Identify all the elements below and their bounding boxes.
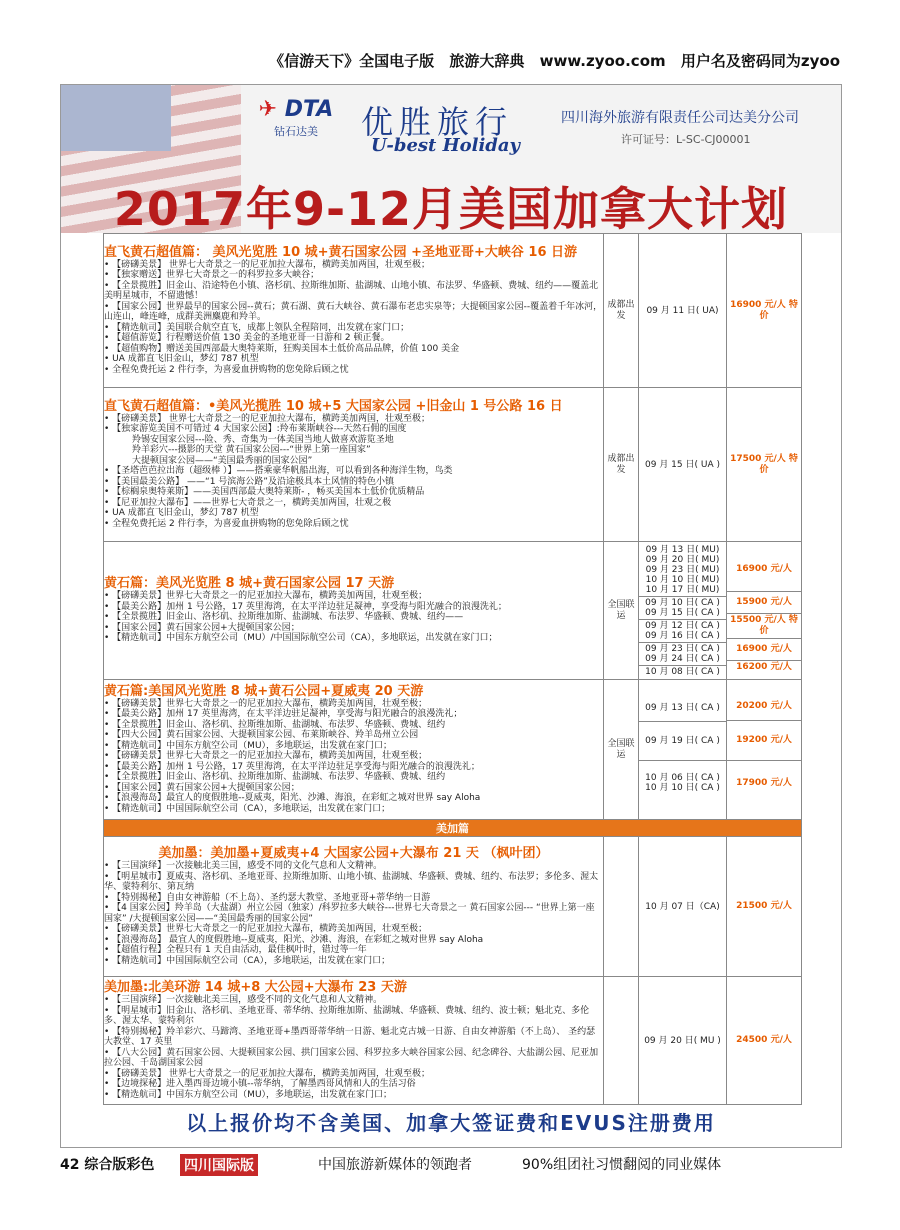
route-title: 直飞黄石超值篇：•美风光揽胜 10 城+5 大国家公园 +旧金山 1 号公路 16 日 (104, 398, 563, 414)
route-desc (104, 388, 604, 542)
list-item: • 【磅礴美景】 世界七大奇景之一的尼亚加拉大瀑布，横跨美加两国，壮观至极； (104, 259, 431, 270)
brand-en-name: U-best Holiday (371, 135, 521, 156)
page-title: 2017年9-12月美国加拿大计划 (113, 182, 789, 236)
route-title: 美加墨:北美环游 14 城+8 大公园+大瀑布 23 天游 (104, 980, 407, 995)
brand-cn-name: 优胜旅行 (361, 103, 514, 141)
list-item: • 【精选航司】中国国际航空公司（CA），多地联运，出发就在家门口； (104, 955, 391, 966)
list-item: • 【全景揽胜】旧金山、洛杉矶、拉斯维加斯、盐湖城、布法罗、华盛顿、费城、纽约—— (104, 612, 464, 623)
publication-name: 《信游天下》全国电子版 (269, 52, 435, 70)
list-item: • 【尼亚加拉大瀑布】——世界七大奇景之一，横跨美加两国，壮观之极 (104, 497, 392, 508)
list-item: • 【精选航司】美国联合航空直飞，成都上领队全程陪同，出发就在家门口； (104, 322, 410, 333)
page-footer (60, 1154, 840, 1178)
departure: 成都出发 (604, 388, 639, 542)
departure: 全国联运 (604, 680, 639, 820)
list-item: • 【八大公园】黄石国家公园、大提顿国家公园、拱门国家公园、科罗拉多大峡谷国家公园、纪念碑谷、大盐湖公园、尼亚加拉公园、千岛湖国家公园 (104, 1047, 599, 1068)
list-item: • 【磅礴美景】世界七大奇景之一的尼亚加拉大瀑布，横跨美加两国，壮观至极； (104, 751, 428, 762)
price: 24500 元/人 (727, 977, 802, 1105)
route-desc (104, 680, 604, 820)
list-item: • 【全景揽胜】旧金山、沿途特色小镇、洛杉矶、拉斯维加斯、盐湖城、山地小镇、布法罗、华盛顿、费城、纽约——覆盖北美明星城市，不留遗憾！ (104, 280, 599, 302)
departure (604, 837, 639, 977)
list-item: • 【精选航司】中国国际航空公司（CA），多地联运，出发就在家门口； (104, 803, 391, 814)
route-desc (104, 977, 604, 1105)
list-item: • 【明星城市】夏威夷、洛杉矶、圣地亚哥、拉斯维加斯、山地小镇、盐湖城、华盛顿、费城、纽约、布法罗；多伦多、渥太华、蒙特利尔、第瓦纳 (104, 871, 599, 892)
list-item: • 【棕榈泉奥特莱斯】——美国西部最大奥特莱斯- ，畅买美国本土低价优质精品 (104, 487, 425, 498)
brand-banner (61, 85, 841, 236)
list-item: • 【特别揭秘】自由女神游船（不上岛）、圣约瑟大教堂、圣地亚哥+蒂华纳一日游 (104, 892, 431, 903)
price: 17500 元/人 特价 (727, 388, 802, 542)
list-item: • 【磅礴美景】世界七大奇景之一的尼亚加拉大瀑布，横跨美加两国，壮观至极； (104, 591, 428, 602)
list-item: • 【独家赠送】世界七大奇景之一的科罗拉多大峡谷； (104, 270, 320, 281)
list-item: 大提顿国家公园——“美国最秀丽的国家公园” (132, 455, 313, 466)
departure-date: 09 月 20 日( MU ) (639, 977, 727, 1105)
list-item: • 【超值行程】全程只有 1 天自由活动，最佳枫叶时，错过等一年 (104, 945, 367, 955)
list-item: • 【精选航司】中国东方航空公司（MU），多地联运，出发就在家门口； (104, 740, 393, 751)
list-item: • 【三国演绎】一次接触北美三国，感受不同的文化气息和人文精神。 (104, 995, 383, 1005)
list-item: • 【最美公路】加州 17 英里海湾，在太平洋边驻足凝神，享受海与阳光融合的浪漫洗礼； (104, 709, 463, 720)
list-item: • 【磅礴美景】世界七大奇景之一的尼亚加拉大瀑布，横跨美加两国，壮观至极； (104, 924, 428, 934)
departure-dates: 09 月 13 日( CA ) 09 月 19 日( CA ) 10 月 06 日( CA ) 10 月 10 日( CA ) (639, 680, 727, 820)
prices: 16900 元/人 15900 元/人 15500 元/人 特价 16900 元/人 16200 元/人 (727, 542, 802, 680)
list-item: • 【磅礴美景】 世界七大奇景之一的尼亚加拉大瀑布，横跨美加两国，壮观至极； (104, 1068, 431, 1079)
list-item: • 【圣塔芭芭拉出海（超级棒 ）】——搭乘豪华帆船出海，可以看到各种海洋生物，鸟类 (104, 466, 453, 477)
list-item: • 【精选航司】中国东方航空公司（MU）/中国国际航空公司（CA），多地联运，出发就在家门口； (104, 633, 498, 644)
route-desc (104, 837, 604, 977)
table-row (104, 234, 802, 388)
list-item: • 【超值游览】行程赠送价值 130 美金的圣地亚哥一日游和 2 顿正餐。 (104, 333, 390, 344)
slogan-1: 中国旅游新媒体的领跑者 (318, 1157, 472, 1173)
edition-tag: 四川国际版 (180, 1154, 258, 1176)
list-item: • UA 成都直飞旧金山，梦幻 787 机型 (104, 508, 259, 519)
route-title: 黄石篇:美国风光览胜 8 城+黄石公园+夏威夷 20 天游 (104, 683, 424, 699)
table-row (104, 388, 802, 542)
price: 21500 元/人 (727, 837, 802, 977)
departure-date: 09 月 11 日( UA) (639, 234, 727, 388)
advert-frame (60, 84, 842, 1148)
list-item: • 【精选航司】中国东方航空公司（MU），多地联运，出发就在家门口； (104, 1089, 393, 1100)
list-item: • 【国家公园】黄石国家公园+大提顿国家公园； (104, 782, 300, 793)
list-item: • 【国家公园】世界最早的国家公园--黄石；黄石湖、黄石大峡谷、黄石瀑布老忠实泉等；大提顿国家公园--覆盖着千年冰河，山连山，峰连峰，成群美洲麋鹿和羚羊。 (104, 301, 603, 323)
route-title: 美加墨：美加墨+夏威夷+4 大国家公园+大瀑布 21 天 （枫叶团） (158, 846, 549, 861)
top-header (0, 50, 900, 71)
routes-table (103, 233, 802, 1105)
list-item: • 全程免费托运 2 件行李，为喜爱血拼购物的您免除后顾之忧 (104, 518, 349, 529)
table-row (104, 837, 802, 977)
list-item: • 【四大公园】黄石国家公园、大提顿国家公园、布莱斯峡谷、羚羊岛州立公园 (104, 730, 419, 741)
list-item: • 【全景揽胜】旧金山、洛杉矶、拉斯维加斯、盐湖城、布法罗、华盛顿、费城、纽约 (104, 719, 446, 730)
departure-date: 09 月 15 日( UA ) (639, 388, 727, 542)
license-number: 许可证号：L-SC-CJ00001 (621, 133, 751, 146)
route-desc (104, 234, 604, 388)
list-item: • 全程免费托运 2 件行李，为喜爱血拼购物的您免除后顾之忧 (104, 364, 349, 375)
list-item: • 【浪漫海岛】 最宜人的度假胜地--夏威夷，阳光、沙滩、海浪，在彩虹之城对世界 say Aloha (104, 934, 484, 945)
login-note: 用户名及密码同为zyoo (680, 52, 840, 70)
table-row (104, 680, 802, 820)
list-item: • 【磅礴美景】 世界七大奇景之一的尼亚加拉大瀑布，横跨美加两国，壮观至极； (104, 413, 431, 424)
table-row (104, 977, 802, 1105)
list-item: • 【浪漫海岛】最宜人的度假胜地--夏威夷，阳光、沙滩、海浪，在彩虹之城对世界 say Aloha (104, 793, 481, 804)
list-item: • 【三国演绎】一次接触北美三国，感受不同的文化气息和人文精神。 (104, 861, 383, 871)
list-item: • 【4 国家公园】羚羊岛（大盐湖）州立公园（独家）/科罗拉多大峡谷---世界七大奇景之一 黄石国家公园--- “世界上第一座国家” /大提顿国家公园——“美国最秀丽的国家公园” (104, 903, 595, 924)
section-header (104, 820, 802, 837)
list-item: • 【全景揽胜】旧金山、洛杉矶、拉斯维加斯、盐湖城、布法罗、华盛顿、费城、纽约 (104, 772, 446, 783)
route-title: 黄石篇：美风光览胜 8 城+黄石国家公园 17 天游 (104, 576, 395, 592)
list-item: 羚羊彩穴---摄影的天堂 黄石国家公园---“世界上第一座国家” (132, 445, 371, 456)
dictionary-name: 旅游大辞典 (449, 52, 525, 70)
list-item: • 【明星城市】旧金山、洛杉矶、圣地亚哥、蒂华纳、拉斯维加斯、盐湖城、华盛顿、费城、纽约、波士顿；魁北克、多伦多、渥太华、蒙特利尔 (104, 1005, 590, 1026)
list-item: • 【独家游览美国不可错过 4 大国家公园】:羚布莱斯峡谷---天然石佣的国度 (104, 424, 407, 435)
route-desc (104, 542, 604, 680)
list-item: • 【超值购物】赠送美国西部最大奥特莱斯，狂购美国本土低价高品品牌，价值 100 美金 (104, 343, 460, 354)
section-label: 美加篇 (104, 820, 802, 837)
table-row (104, 542, 802, 680)
price-note: 以上报价均不含美国、加拿大签证费和EVUS注册费用 (186, 1111, 716, 1135)
price: 16900 元/人 特价 (727, 234, 802, 388)
list-item: • 【磅礴美景】世界七大奇景之一的尼亚加拉大瀑布，横跨美加两国，壮观至极； (104, 698, 428, 709)
list-item: • 【最美公路】加州 1 号公路，17 英里海湾，在太平洋边驻足凝神，享受海与阳光融合的浪漫洗礼； (104, 601, 507, 612)
route-title: 直飞黄石超值篇： 美风光览胜 10 城+黄石国家公园 +圣地亚哥+大峡谷 16 日游 (104, 244, 578, 260)
website-link[interactable]: www.zyoo.com (539, 52, 666, 70)
company-name: 四川海外旅游有限责任公司达美分公司 (561, 110, 799, 126)
slogan-2: 90%组团社习惯翻阅的同业媒体 (522, 1157, 722, 1173)
list-item: • 【边境探秘】进入墨西哥边境小镇--蒂华纳，了解墨西哥风情和人的生活习俗 (104, 1079, 416, 1089)
departure: 成都出发 (604, 234, 639, 388)
departure-dates: 09 月 13 日( MU) 09 月 20 日( MU) 09 月 23 日( MU) 10 月 10 日( MU) 10 月 17 日( MU) 09 月 10 日( CA ) 09 月 15 日( CA ) 09 月 12 日( CA ) 09 月 16 日( CA ) 09 月 23 日( CA ) 09 月 24 日( CA ) 10 月 08 日( CA ) (639, 542, 727, 680)
prices: 20200 元/人 19200 元/人 17900 元/人 (727, 680, 802, 820)
dta-logo: ✈ DTA 钻石达美 (258, 97, 334, 138)
page-number: 42 综合版彩色 (60, 1157, 155, 1173)
list-item: • 【特别揭秘】羚羊彩穴、马蹄湾、圣地亚哥+墨西哥蒂华纳一日游、魁北克古城一日游、自由女神游船（不上岛）、 圣约瑟大教堂、17 英里 (104, 1026, 596, 1047)
list-item: • 【最美公路】加州 1 号公路，17 英里海湾，在太平洋边驻足享受海与阳光融合的浪漫洗礼； (104, 761, 480, 772)
list-item: • UA 成都直飞旧金山，梦幻 787 机型 (104, 354, 259, 365)
list-item: • 【国家公园】黄石国家公园+大提顿国家公园； (104, 622, 300, 633)
list-item: • 【美国最美公路】 ——“1 号滨海公路”及沿途极具本土风情的特色小镇 (104, 476, 394, 487)
list-item: 羚锡安国家公园---险、秀、奇集为一体美国当地人做喜欢游览圣地 (132, 434, 394, 445)
departure: 全国联运 (604, 542, 639, 680)
departure (604, 977, 639, 1105)
departure-date: 10 月 07 日（CA) (639, 837, 727, 977)
